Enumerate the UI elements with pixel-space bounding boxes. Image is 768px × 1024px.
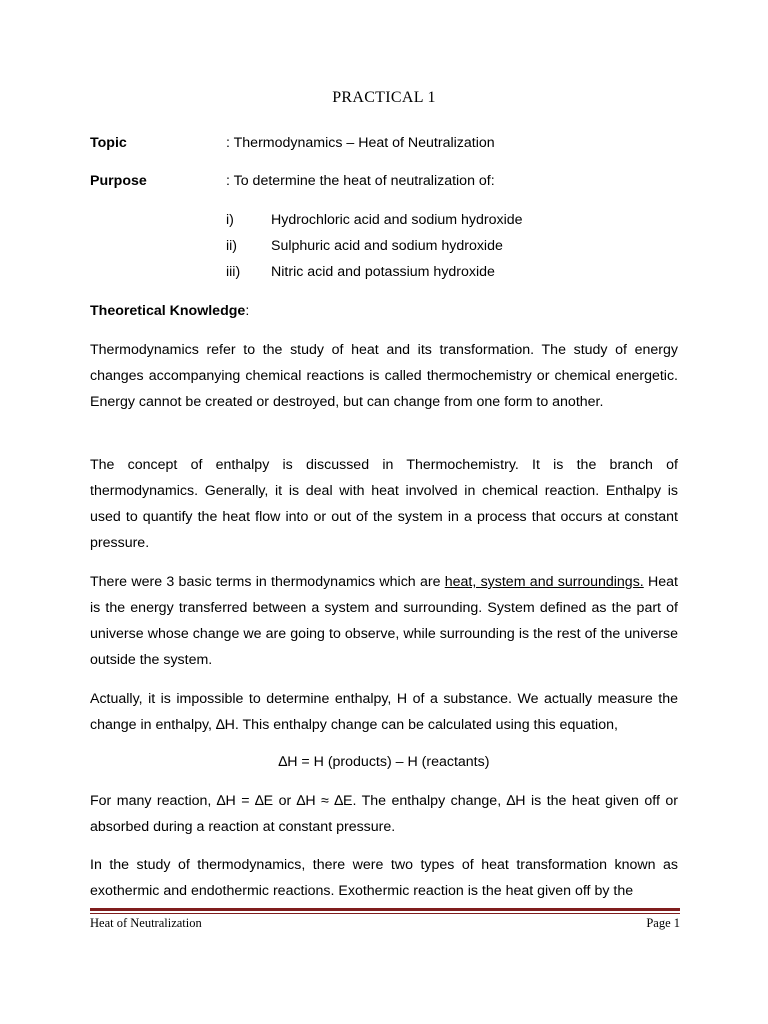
theory-heading <box>90 301 249 321</box>
theory-heading-text: Theoretical Knowledge <box>90 303 246 319</box>
purpose-list-item <box>226 262 495 282</box>
underlined-terms: heat, system and surroundings. <box>444 574 644 590</box>
list-item-text: Hydrochloric acid and sodium hydroxide <box>271 212 523 228</box>
paragraph-thermodynamics: Thermodynamics refer to the study of heat and its transformation. The study of energy changes accompanying chemical reactions is called thermochemistry or chemical energetic. Energy cannot be created or destroyed, but can change from one form to another. <box>90 342 678 410</box>
paragraph-basic-terms-start: There were 3 basic terms in thermodynamics which are <box>90 574 445 590</box>
list-item-text: Nitric acid and potassium hydroxide <box>271 264 495 280</box>
paragraph-basic-terms <box>90 569 678 673</box>
theory-heading-colon: : <box>245 303 250 319</box>
footer-rule <box>90 908 680 911</box>
list-item-number: iii) <box>226 264 241 280</box>
paragraph-enthalpy: The concept of enthalpy is discussed in Thermochemistry. It is the branch of thermodynamics. Generally, it is deal with heat involved in chemical reaction. Enthalpy is used to quantify the heat flow into or out of the system in a process that occurs at constant pressure. <box>90 457 678 551</box>
page-title: PRACTICAL 1 <box>332 89 436 106</box>
purpose-label: Purpose <box>90 173 147 189</box>
page-number: Page 1 <box>646 916 680 930</box>
footer-rule-thin <box>90 913 680 914</box>
purpose-row <box>90 171 495 191</box>
page-footer <box>90 916 680 931</box>
topic-row <box>90 133 495 153</box>
paragraph-enthalpy-change: Actually, it is impossible to determine enthalpy, H of a substance. We actually measure the change in enthalpy, ∆H. This enthalpy change can be calculated using this equation, <box>90 691 678 733</box>
topic-label: Topic <box>90 135 127 151</box>
purpose-value: : To determine the heat of neutralization of: <box>226 173 495 189</box>
list-item-text: Sulphuric acid and sodium hydroxide <box>271 238 503 254</box>
purpose-list-item <box>226 210 523 230</box>
enthalpy-equation: ∆H = H (products) – H (reactants) <box>278 754 490 770</box>
paragraph-reaction: For many reaction, ∆H = ∆E or ∆H ≈ ∆E. The enthalpy change, ∆H is the heat given off or absorbed during a reaction at constant pressure. <box>90 793 678 835</box>
list-item-number: i) <box>226 212 234 228</box>
footer-title: Heat of Neutralization <box>90 916 202 930</box>
paragraph-heat-transformation: In the study of thermodynamics, there were two types of heat transformation known as exothermic and endothermic reactions. Exothermic reaction is the heat given off by the <box>90 857 678 899</box>
list-item-number: ii) <box>226 238 238 254</box>
topic-value: : Thermodynamics – Heat of Neutralization <box>226 135 495 151</box>
purpose-list-item <box>226 236 503 256</box>
paragraph-basic-terms-end: Heat is the energy transferred between a system and surrounding. System defined as the part of universe whose change we are going to observe, while surrounding is the rest of the universe outside the system. <box>90 574 678 668</box>
